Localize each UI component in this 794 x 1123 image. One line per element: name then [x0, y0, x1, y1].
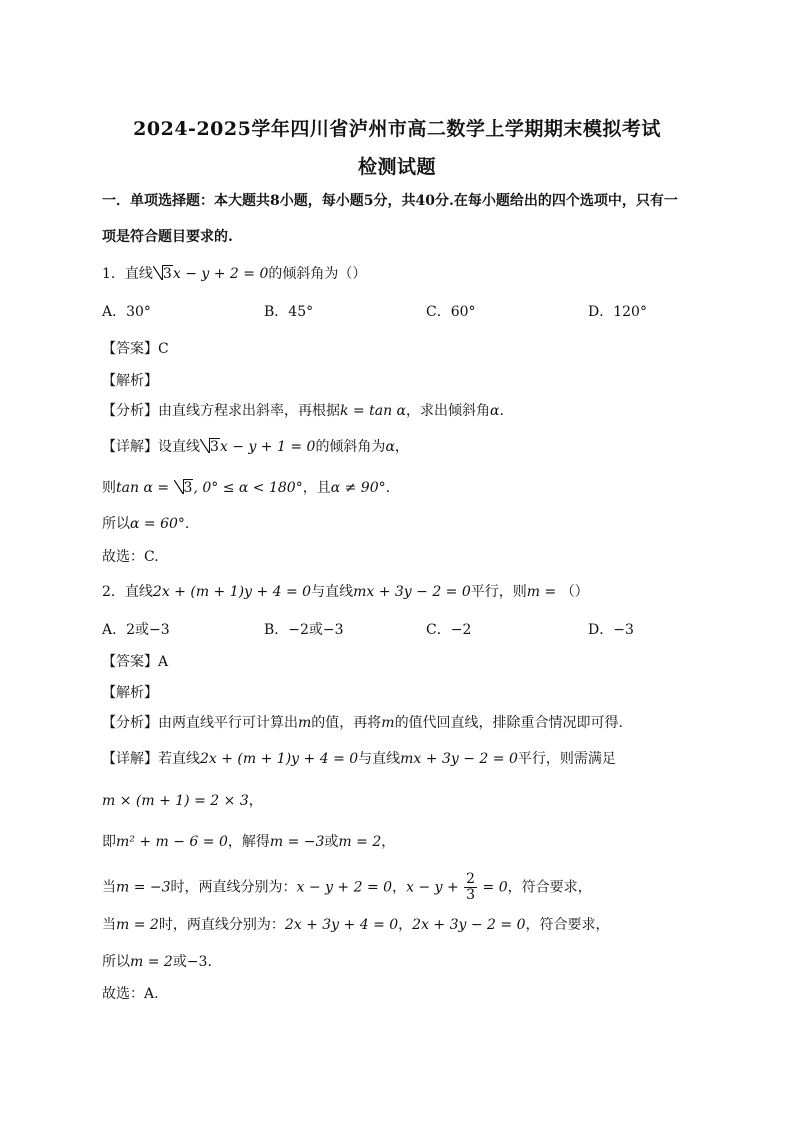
- q1-equation: 3x − y + 2 = 0: [153, 266, 268, 282]
- q2-option-b: B．−2或−3: [264, 622, 344, 638]
- question-2-stem: 2．直线2x + (m + 1)y + 4 = 0与直线mx + 3y − 2 = 0平行，则m = （）: [102, 584, 589, 600]
- sqrt-symbol: 3: [174, 478, 194, 498]
- q2-case-2: 当m = 2时，两直线分别为：2x + 3y + 4 = 0，2x + 3y − 2 = 0，符合要求，: [102, 917, 610, 933]
- q1-fenxi: 【分析】由直线方程求出斜率，再根据k = tan α，求出倾斜角α.: [102, 403, 504, 419]
- q1-prefix: 1．直线: [102, 266, 153, 282]
- q2-fenxi: 【分析】由两直线平行可计算出m的值，再将m的值代回直线，排除重合情况即可得.: [102, 715, 624, 731]
- q2-option-d: D．−3: [588, 622, 634, 638]
- q2-answer: 【答案】A: [102, 654, 169, 670]
- q1-final-choice: 故选：C.: [102, 549, 159, 565]
- q2-final-choice: 故选：A.: [102, 986, 159, 1002]
- fraction: $\frac{2}{3}$: [466, 871, 476, 903]
- sqrt-symbol: 3: [153, 264, 173, 284]
- q1-option-d: D．120°: [588, 304, 647, 320]
- q2-case-1: 当m = −3时，两直线分别为：x − y + 2 = 0，x − y + $\frac{2}{3}$ = 0，符合要求，: [102, 871, 592, 903]
- page-title-line-1: 2024-2025学年四川省泸州市高二数学上学期期末模拟考试: [133, 118, 661, 140]
- q1-conclusion: 所以α = 60°.: [102, 516, 190, 532]
- q2-conclusion: 所以m = 2或−3.: [102, 954, 212, 970]
- q1-analysis-label: 【解析】: [102, 373, 158, 389]
- q1-option-c: C．60°: [426, 304, 476, 320]
- q2-option-c: C．−2: [426, 622, 472, 638]
- question-1-stem: [102, 264, 366, 284]
- q2-analysis-label: 【解析】: [102, 685, 158, 701]
- q2-xiangjie: 【详解】若直线2x + (m + 1)y + 4 = 0与直线mx + 3y − 2 = 0平行，则需满足: [102, 751, 616, 767]
- q2-solve: 即m² + m − 6 = 0，解得m = −3或m = 2，: [102, 834, 396, 850]
- q1-answer: 【答案】C: [102, 341, 169, 357]
- page-title-line-2: 检测试题: [357, 156, 436, 178]
- q1-option-a: A．30°: [102, 304, 151, 320]
- q1-suffix: 的倾斜角为（）: [268, 266, 367, 282]
- sqrt-symbol: 3: [200, 437, 220, 457]
- section-heading-line-2: 项是符合题目要求的.: [102, 229, 233, 245]
- q2-option-a: A．2或−3: [102, 622, 170, 638]
- q1-xiangjie: 【详解】设直线 3x − y + 1 = 0的倾斜角为α，: [102, 439, 409, 455]
- q1-option-b: B．45°: [264, 304, 314, 320]
- q1-tan-line: 则tan α = 3, 0° ≤ α < 180°，且α ≠ 90°.: [102, 480, 391, 496]
- section-heading-line-1: 一．单项选择题：本大题共8小题，每小题5分，共40分.在每小题给出的四个选项中，只有一: [102, 193, 678, 209]
- q2-condition: m × (m + 1) = 2 × 3，: [102, 793, 263, 809]
